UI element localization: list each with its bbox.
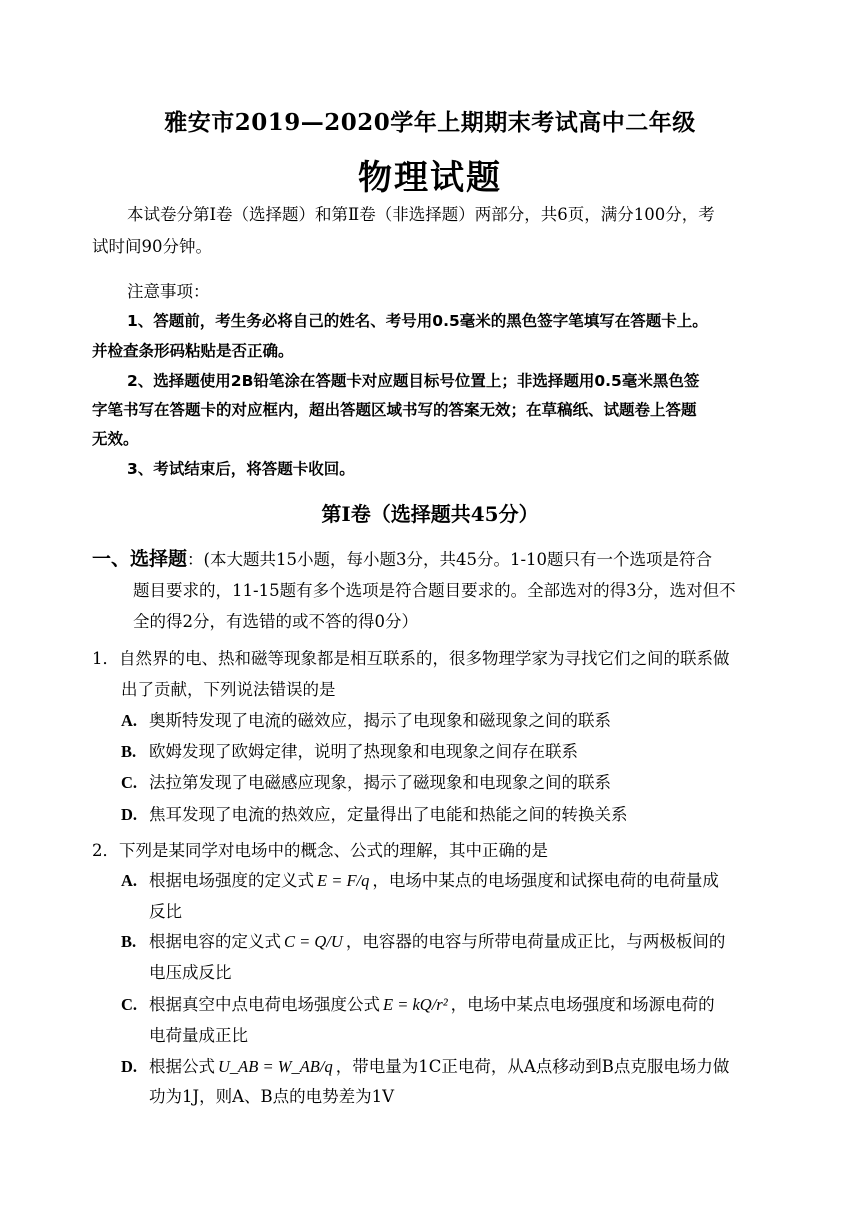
note-2-line-2: 字笔书写在答题卡的对应框内，超出答题区域书写的答案无效；在草稿纸、试题卷上答题	[92, 401, 697, 419]
question-1-stem-line-2: 出了贡献，下列说法错误的是	[121, 680, 336, 699]
note-3: 3、考试结束后，将答题卡收回。	[127, 460, 355, 478]
question-1-stem-line-1: 1．自然界的电、热和磁等现象都是相互联系的，很多物理学家为寻找它们之间的联系做	[92, 649, 730, 668]
option-label: D.	[121, 805, 138, 824]
option-text-pre: 根据电场强度的定义式	[149, 871, 314, 890]
option-text-post: ，电场中某点电场强度和场源电荷的	[450, 995, 715, 1014]
note-1-line-1: 1、答题前，考生务必将自己的姓名、考号用0.5毫米的黑色签字笔填写在答题卡上。	[127, 312, 708, 330]
question-2-option-c-line-2: 电荷量成正比	[149, 1026, 248, 1045]
option-label: B.	[121, 742, 137, 761]
option-text-pre: 根据电容的定义式	[149, 932, 281, 951]
intro-line-2: 试时间90分钟。	[92, 237, 212, 256]
question-2-option-b-line-2: 电压成反比	[149, 963, 232, 982]
option-text: 奥斯特发现了电流的磁效应，揭示了电现象和磁现象之间的联系	[149, 711, 611, 730]
formula: U_AB = W_AB/q	[218, 1057, 333, 1076]
option-text: 欧姆发现了欧姆定律，说明了热现象和电现象之间存在联系	[149, 742, 578, 761]
question-2-option-d-line-2: 功为1J，则A、B点的电势差为1V	[149, 1087, 395, 1106]
note-2-line-3: 无效。	[92, 430, 139, 448]
part-text: ：(本大题共15小题，每小题3分，共45分。1-10题只有一个选项是符合	[187, 550, 713, 569]
option-label: A.	[121, 711, 138, 730]
formula: E = kQ/r²	[383, 995, 448, 1014]
option-label: D.	[121, 1057, 138, 1076]
option-text: 焦耳发现了电流的热效应，定量得出了电能和热能之间的转换关系	[149, 805, 628, 824]
question-1-option-b	[121, 741, 578, 763]
question-1-option-a	[121, 710, 611, 732]
question-2-option-b	[121, 931, 725, 953]
option-text-post: ，电容器的电容与所带电荷量成正比，与两极板间的	[345, 932, 726, 951]
note-2-line-1: 2、选择题使用2B铅笔涂在答题卡对应题目标号位置上；非选择题用0.5毫米黑色签	[127, 372, 700, 390]
question-1-option-c	[121, 772, 611, 794]
part-instructions-line-1	[92, 548, 712, 571]
formula: E = F/q	[317, 871, 370, 890]
exam-title: 雅安市2019—2020学年上期期末考试高中二年级	[164, 109, 696, 136]
option-label: B.	[121, 932, 137, 951]
question-2-option-c	[121, 994, 715, 1016]
option-text-post: ，带电量为1C正电荷，从A点移动到B点克服电场力做	[335, 1057, 730, 1076]
option-label: C.	[121, 995, 138, 1014]
option-text-pre: 根据公式	[149, 1057, 215, 1076]
part-instructions-line-3: 全的得2分，有选错的或不答的得0分）	[133, 612, 418, 631]
option-text-pre: 根据真空中点电荷电场强度公式	[149, 995, 380, 1014]
intro-line-1: 本试卷分第Ⅰ卷（选择题）和第Ⅱ卷（非选择题）两部分，共6页，满分100分，考	[127, 205, 715, 224]
question-2-option-a	[121, 870, 719, 892]
question-2-option-a-line-2: 反比	[149, 902, 182, 921]
notes-heading: 注意事项：	[127, 282, 210, 301]
part-instructions-line-2: 题目要求的，11-15题有多个选项是符合题目要求的。全部选对的得3分，选对但不	[133, 581, 736, 600]
option-text-post: ，电场中某点的电场强度和试探电荷的电荷量成	[372, 871, 719, 890]
exam-subtitle: 物理试题	[358, 158, 502, 198]
question-1-option-d	[121, 804, 628, 826]
option-text: 法拉第发现了电磁感应现象，揭示了磁现象和电现象之间的联系	[149, 773, 611, 792]
question-2-stem: 2．下列是某同学对电场中的概念、公式的理解，其中正确的是	[92, 841, 548, 860]
option-label: C.	[121, 773, 138, 792]
part-label: 一、选择题	[92, 548, 188, 570]
section-title: 第Ⅰ卷（选择题共45分）	[321, 502, 539, 526]
note-1-line-2: 并检查条形码粘贴是否正确。	[92, 342, 294, 360]
question-2-option-d	[121, 1056, 729, 1078]
option-label: A.	[121, 871, 138, 890]
formula: C = Q/U	[284, 932, 343, 951]
